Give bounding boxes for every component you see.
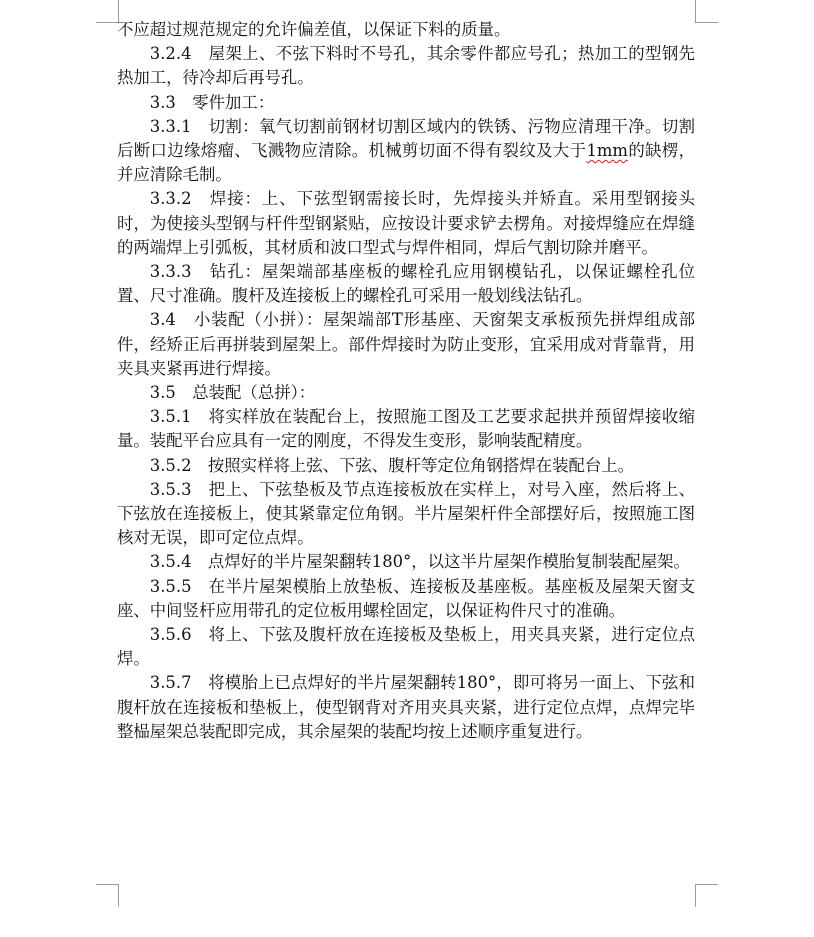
paragraph: 3.5.7 将模胎上已点焊好的半片屋架翻转180°，即可将另一面上、下弦和腹杆放在连接板和垫板上，使型钢背对齐用夹具夹紧，进行定位点焊，点焊完毕整榀屋架总装配即完成，其余屋架的装配均按上述顺序重复进行。 [117, 673, 695, 741]
paragraph: 3.4 小装配（小拼）：屋架端部T形基座、天窗架支承板预先拼焊组成部件，经矫正后再拼装到屋架上。部件焊接时为防止变形，宜采用成对背靠背，用夹具夹紧再进行焊接。 [117, 310, 695, 378]
paragraph: 3.5.1 将实样放在装配台上，按照施工图及工艺要求起拱并预留焊接收缩量。装配平台应具有一定的刚度，不得发生变形，影响装配精度。 [117, 407, 695, 451]
paragraph: 3.5.4 点焊好的半片屋架翻转180°，以这半片屋架作模胎复制装配屋架。 [149, 552, 690, 572]
document-text-body[interactable] [117, 18, 695, 744]
paragraph: 3.3 零件加工： [149, 92, 275, 112]
margin-mark-bottom-left [96, 884, 119, 907]
margin-mark-top-right [695, 0, 718, 23]
paragraph: 3.5.3 把上、下弦垫板及节点连接板放在实样上，对号入座，然后将上、下弦放在连接板上，使其紧靠定位角钢。半片屋架杆件全部摆好后，按照施工图核对无误，即可定位点焊。 [117, 479, 695, 548]
spellcheck-flagged-text[interactable]: 1mm [586, 141, 628, 161]
paragraph: 3.3.2 焊接：上、下弦型钢需接长时，先焊接头并矫直。采用型钢接头时，为使接头型钢与杆件型钢紧贴，应按设计要求铲去楞角。对接焊缝应在焊缝的两端焊上引弧板，其材质和波口型式与焊件相同，焊后气割切除并磨平。 [117, 189, 695, 257]
margin-mark-bottom-right [695, 884, 718, 907]
paragraph-text: 的缺楞，并应清除毛制。 [117, 141, 696, 185]
paragraph: 3.5.2 按照实样将上弦、下弦、腹杆等定位角钢搭焊在装配台上。 [149, 455, 635, 475]
paragraph: 不应超过规范规定的允许偏差值，以保证下料的质量。 [117, 20, 511, 39]
paragraph-text: 3.3.1 切割：氧气切割前钢材切割区域内的铁锈、污物应清理干净。切割后断口边缘熔瘤、飞溅物应清除。机械剪切面不得有裂纹及大于 [117, 116, 695, 161]
paragraph: 3.5.6 将上、下弦及腹杆放在连接板及垫板上，用夹具夹紧，进行定位点焊。 [117, 625, 695, 669]
paragraph: 3.3.3 钻孔：屋架端部基座板的螺栓孔应用钢模钻孔，以保证螺栓孔位置、尺寸准确。腹杆及连接板上的螺栓孔可采用一般划线法钻孔。 [117, 262, 695, 306]
paragraph: 3.2.4 屋架上、不弦下料时不号孔，其余零件都应号孔；热加工的型钢先热加工，待冷却后再号孔。 [117, 44, 695, 88]
paragraph [117, 115, 695, 188]
paragraph: 3.5 总装配（总拼）： [149, 383, 316, 403]
margin-mark-top-left [96, 0, 119, 23]
paragraph: 3.5.5 在半片屋架模胎上放垫板、连接板及基座板。基座板及屋架天窗支座、中间竖杆应用带孔的定位板用螺栓固定，以保证构件尺寸的准确。 [117, 576, 695, 620]
